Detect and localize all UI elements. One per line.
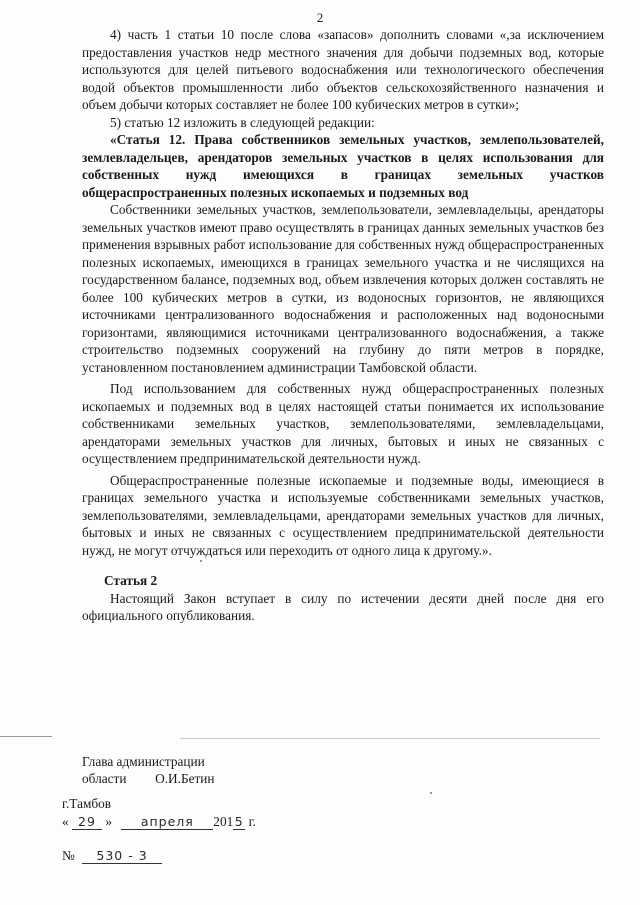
article-2-heading: Статья 2 — [104, 573, 158, 588]
document-number — [62, 848, 162, 864]
article-12-paragraph-3: Общераспространенные полезные ископаемые и подземные воды, имеющиеся в границах земельного участка и используемые собственниками земельных участков, землепользователями, землевладельцами, арендаторами земельных участков для личных, бытовых и иных не связанных с осуществлением предпринимательской деятельности нужд, не могут отчуждаться или переходить от одного лица к другому.». — [82, 472, 604, 558]
signature-line — [82, 770, 215, 787]
scan-artifact-line-left — [0, 736, 52, 737]
date-day: 29 — [72, 815, 102, 830]
page-number: 2 — [316, 10, 324, 25]
paragraph-item-5: 5) статью 12 изложить в следующей редакции: — [110, 114, 375, 130]
scan-artifact-line-right — [180, 738, 600, 739]
date-year-unit: г. — [248, 814, 256, 829]
article-12-paragraph-1: Собственники земельных участков, землепользователи, землевладельцы, арендаторы земельных участков имеют право осуществлять в границах данных земельных участков без применения взрывных работ использование для собственных нужд общераспространенных полезных ископаемых, имеющихся в границах земельного участка и не числящихся на государственном балансе, подземных вод, объем извлечения которых должен составлять не более 100 кубических метров в сутки, из водоносных горизонтов, не являющихся источниками централизованного водоснабжения и расположенных над водоносными горизонтами, являющимися источниками централизованного водоснабжения, а также строительство подземных сооружений на глубину до пяти метров в порядке, установленном постановлением администрации Тамбовской области. — [82, 202, 604, 375]
article-2-text: Настоящий Закон вступает в силу по истечении десяти дней после дня его официального опубликования. — [82, 590, 604, 623]
date-year-suffix: 5 — [234, 814, 244, 829]
signature-name: О.И.Бетин — [155, 771, 215, 786]
scan-artifact-dot — [430, 792, 432, 794]
number-sign: № — [62, 848, 75, 863]
scan-artifact-dot — [200, 560, 202, 562]
date-open-quote: « — [62, 814, 69, 829]
place: г.Тамбов — [62, 796, 112, 811]
article-12-heading: «Статья 12. Права собственников земельных участков, землепользователей, землевладельцев, арендаторов земельных участков в целях использования для собственных нужд имеющихся в границах земельных участков общераспространенных полезных ископаемых и подземных вод — [82, 132, 604, 200]
date-month: апреля — [121, 815, 213, 830]
signing-date — [62, 814, 256, 830]
paragraph-item-4: 4) часть 1 статьи 10 после слова «запасов» дополнить словами «,за исключением предоставления участков недр местного значения для добычи подземных вод, которые используются для целей питьевого водоснабжения или технологического обеспечения водой объектов промышленности либо объектов сельскохозяйственного назначения и объем добычи которых составляет не более 100 кубических метров в сутки»; — [82, 27, 604, 112]
document-body — [82, 26, 604, 625]
signature-region: области — [82, 771, 127, 786]
signature-title: Глава администрации — [82, 754, 205, 769]
date-year-prefix: 201 — [213, 814, 234, 829]
date-close-quote: » — [105, 814, 112, 829]
article-12-paragraph-2: Под использованием для собственных нужд общераспространенных полезных ископаемых и подземных вод в целях настоящей статьи понимается их использование собственниками земельных участков, землепользователями, землевладельцами, арендаторами земельных участков для личных, бытовых и иных не связанных с осуществлением предпринимательской деятельности нужд. — [82, 381, 604, 466]
number-value: 530 - 3 — [82, 849, 162, 864]
